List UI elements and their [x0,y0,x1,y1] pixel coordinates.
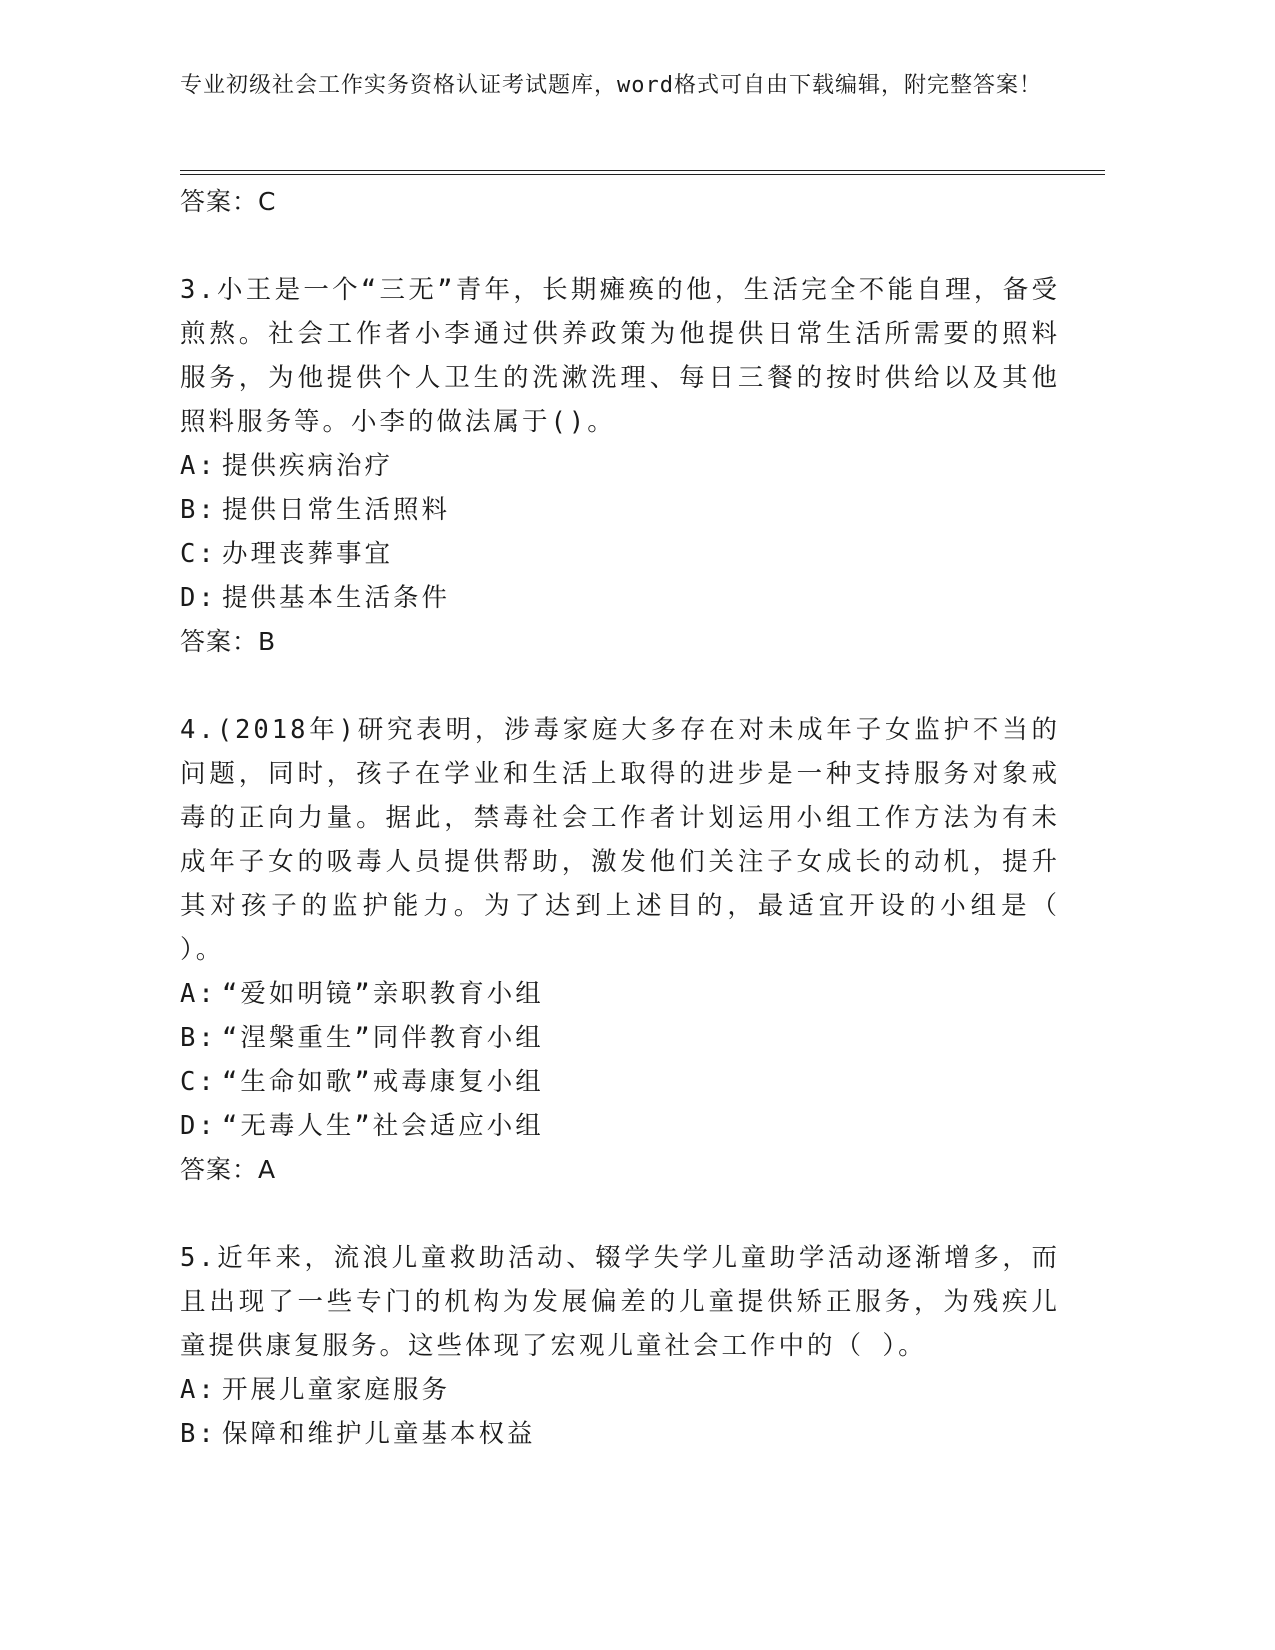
option-key: A: [180,979,217,1009]
option-d [180,576,1060,620]
question-3 [180,268,1060,664]
option-key: C: [180,539,217,569]
header-title: 专业初级社会工作实务资格认证考试题库，word格式可自由下载编辑，附完整答案！ [180,73,1042,98]
answer-label: 答案：A [180,1155,277,1184]
option-key: D: [180,583,217,613]
page-header [180,70,1060,102]
option-text: “无毒人生”社会适应小组 [222,1111,544,1141]
header-rule-bottom [180,174,1105,175]
option-c [180,532,1060,576]
answer-label: 答案：B [180,627,277,656]
spacer [180,224,1060,268]
header-rule-top [180,170,1105,171]
option-text: 办理丧葬事宜 [222,539,394,569]
option-key: C: [180,1067,217,1097]
option-b [180,1016,1060,1060]
option-list [180,972,1060,1148]
spacer [180,664,1060,708]
option-key: B: [180,1419,217,1449]
option-list [180,444,1060,620]
option-key: A: [180,451,217,481]
option-c [180,1060,1060,1104]
question-4 [180,708,1060,1192]
option-d [180,1104,1060,1148]
option-a [180,444,1060,488]
option-key: B: [180,495,217,525]
question-stem: 4.(2018年)研究表明，涉毒家庭大多存在对未成年子女监护不当的问题，同时，孩子在学业和生活上取得的进步是一种支持服务对象戒毒的正向力量。据此，禁毒社会工作者计划运用小组工作方法为有未成年子女的吸毒人员提供帮助，激发他们关注子女成长的动机，提升其对孩子的监护能力。为了达到上述目的，最适宜开设的小组是（ ）。 [180,715,1060,965]
option-text: 提供日常生活照料 [222,495,451,525]
option-a [180,1368,1060,1412]
question-stem: 5.近年来，流浪儿童救助活动、辍学失学儿童助学活动逐渐增多，而且出现了一些专门的机构为发展偏差的儿童提供矫正服务，为残疾儿童提供康复服务。这些体现了宏观儿童社会工作中的（ ）。 [180,1243,1060,1361]
document-body [180,180,1060,1456]
option-b [180,1412,1060,1456]
option-key: A: [180,1375,217,1405]
question-5 [180,1236,1060,1456]
option-text: 提供疾病治疗 [222,451,394,481]
option-text: “生命如歌”戒毒康复小组 [222,1067,544,1097]
spacer [180,1192,1060,1236]
option-a [180,972,1060,1016]
option-b [180,488,1060,532]
option-text: “涅槃重生”同伴教育小组 [222,1023,544,1053]
option-key: B: [180,1023,217,1053]
option-text: 开展儿童家庭服务 [222,1375,451,1405]
option-text: 提供基本生活条件 [222,583,451,613]
question-stem: 3.小王是一个“三无”青年，长期瘫痪的他，生活完全不能自理，备受煎熬。社会工作者小李通过供养政策为他提供日常生活所需要的照料服务，为他提供个人卫生的洗漱洗理、每日三餐的按时供给以及其他照料服务等。小李的做法属于()。 [180,275,1060,437]
option-key: D: [180,1111,217,1141]
option-list [180,1368,1060,1456]
answer-label: 答案：C [180,187,277,216]
option-text: “爱如明镜”亲职教育小组 [222,979,544,1009]
option-text: 保障和维护儿童基本权益 [222,1419,536,1449]
